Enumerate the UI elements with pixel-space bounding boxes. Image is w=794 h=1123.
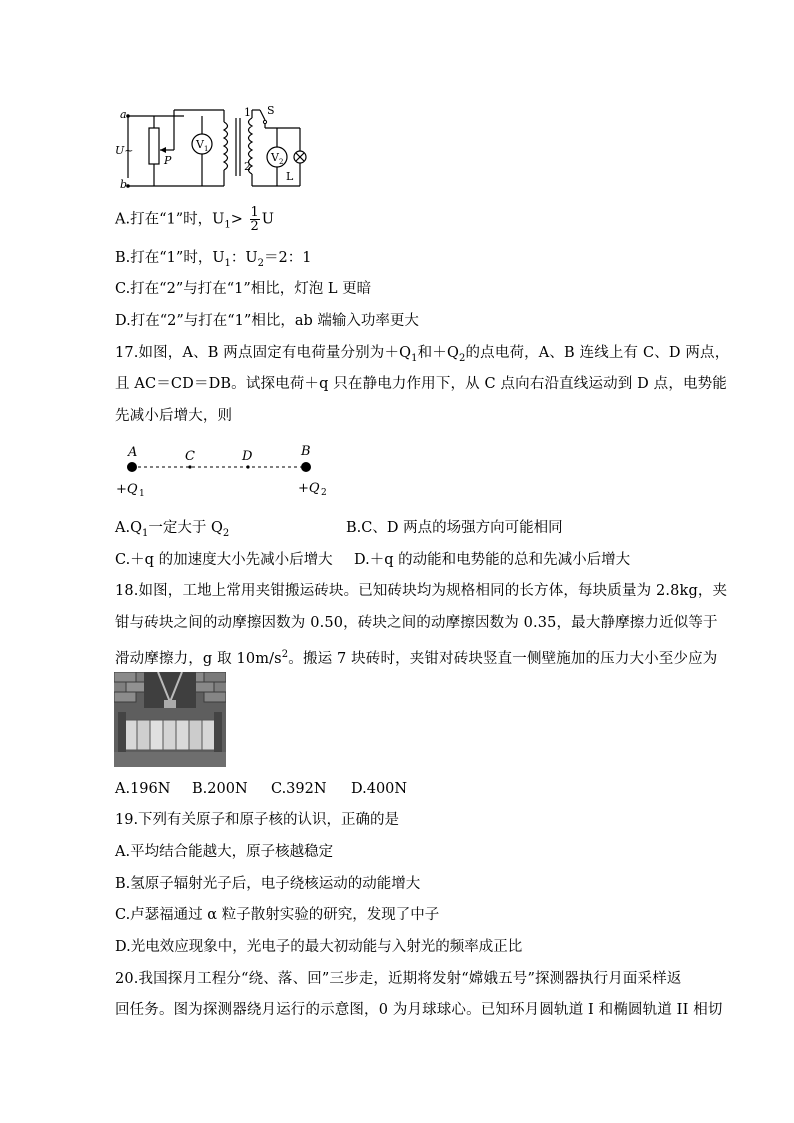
q17-option-c: C.＋q 的加速度大小先减小后增大	[115, 552, 333, 568]
circuit-label-1: 1	[244, 106, 251, 119]
circuit-label-a: a	[120, 108, 127, 121]
label-q2: +Q	[298, 481, 320, 496]
q18-option-d: D.400N	[351, 781, 408, 797]
q17-option-b: B.C、D 两点的场强方向可能相同	[346, 520, 563, 536]
q18-stem-line-3: 滑动摩擦力，g 取 $10m/s^2$。搬运 7 块砖时，夹钳对砖块竖直一侧壁施加的压力大小至少应为	[115, 649, 718, 667]
label-a: A	[128, 445, 138, 460]
meter-v1-sub: 1	[204, 145, 209, 153]
label-q1-sub: 1	[139, 489, 145, 499]
q20-stem-line-2: 回任务。图为探测器绕月运行的示意图，0 为月球球心。已知环月圆轨道 I 和椭圆轨道 II 相切	[115, 1002, 723, 1018]
label-q1: +Q	[116, 482, 138, 497]
label-d: D	[242, 449, 253, 464]
brick-clamp-photo	[114, 672, 226, 767]
q17-stem-line-3: 先减小后增大，则	[115, 408, 233, 424]
q19-option-b: B.氢原子辐射光子后，电子绕核运动的动能增大	[115, 876, 421, 892]
circuit-label-b: b	[120, 178, 128, 191]
charge-a-dot	[127, 462, 137, 472]
charges-line-diagram	[112, 440, 342, 502]
meter-v1-letter: V	[196, 138, 204, 151]
q17-option-a: $A.Q_1$一定大于 $Q_2$	[115, 520, 230, 539]
q17-stem-line-2: 且 AC＝CD＝DB。试探电荷＋q 只在静电力作用下，从 C 点向右沿直线运动到 D 点，电势能	[115, 376, 727, 392]
point-d-dot	[246, 465, 249, 468]
circuit-label-l: L	[286, 170, 294, 183]
q16-option-a: A.打在“1”时，$U_1>$ $\frac{1}{2}$ U	[115, 205, 275, 234]
q18-option-b: B.200N	[192, 781, 248, 797]
q20-stem-line-1: 20.我国探月工程分“绕、落、回”三步走，近期将发射“嫦娥五号”探测器执行月面采样返	[115, 971, 682, 987]
q16-option-c: C.打在“2”与打在“1”相比，灯泡 L 更暗	[115, 281, 372, 297]
q16-option-b: B.打在“1”时，$U_1$：$U_2=2$：1	[115, 250, 312, 269]
point-c-dot	[188, 465, 191, 468]
label-b: B	[301, 444, 311, 459]
q18-option-a: A.196N	[115, 781, 171, 797]
q19-stem: 19.下列有关原子和原子核的认识，正确的是	[115, 812, 400, 828]
charge-b-dot	[301, 462, 311, 472]
q18-stem-line-2: 钳与砖块之间的动摩擦因数为 0.50，砖块之间的动摩擦因数为 0.35，最大静摩擦力近似等于	[115, 615, 718, 631]
q19-option-c: C.卢瑟福通过 α 粒子散射实验的研究，发现了中子	[115, 907, 440, 923]
q17-option-d: D.＋q 的动能和电势能的总和先减小后增大	[354, 552, 631, 568]
label-c: C	[185, 449, 195, 464]
q19-option-d: D.光电效应现象中，光电子的最大初动能与入射光的频率成正比	[115, 939, 523, 955]
circuit-label-2: 2	[244, 160, 251, 173]
circuit-label-s: S	[267, 104, 275, 117]
q17-stem-line-1: 17.如图，A、B 两点固定有电荷量分别为$+Q_1$和$+Q_2$的点电荷，A、B 连线上有 C、D 两点，	[115, 345, 730, 364]
meter-v2-letter: V	[271, 151, 279, 164]
meter-v2-sub: 2	[279, 158, 284, 166]
q18-stem-line-1: 18.如图，工地上常用夹钳搬运砖块。已知砖块均为规格相同的长方体，每块质量为 2.8kg，夹	[115, 583, 728, 599]
circuit-label-p: P	[164, 154, 172, 167]
q16-option-d: D.打在“2”与打在“1”相比，ab 端输入功率更大	[115, 313, 419, 329]
label-q2-sub: 2	[321, 488, 327, 498]
transformer-circuit-diagram	[114, 100, 314, 192]
circuit-label-u: U~	[115, 144, 134, 157]
q19-option-a: A.平均结合能越大，原子核越稳定	[115, 844, 334, 860]
q18-option-c: C.392N	[271, 781, 327, 797]
